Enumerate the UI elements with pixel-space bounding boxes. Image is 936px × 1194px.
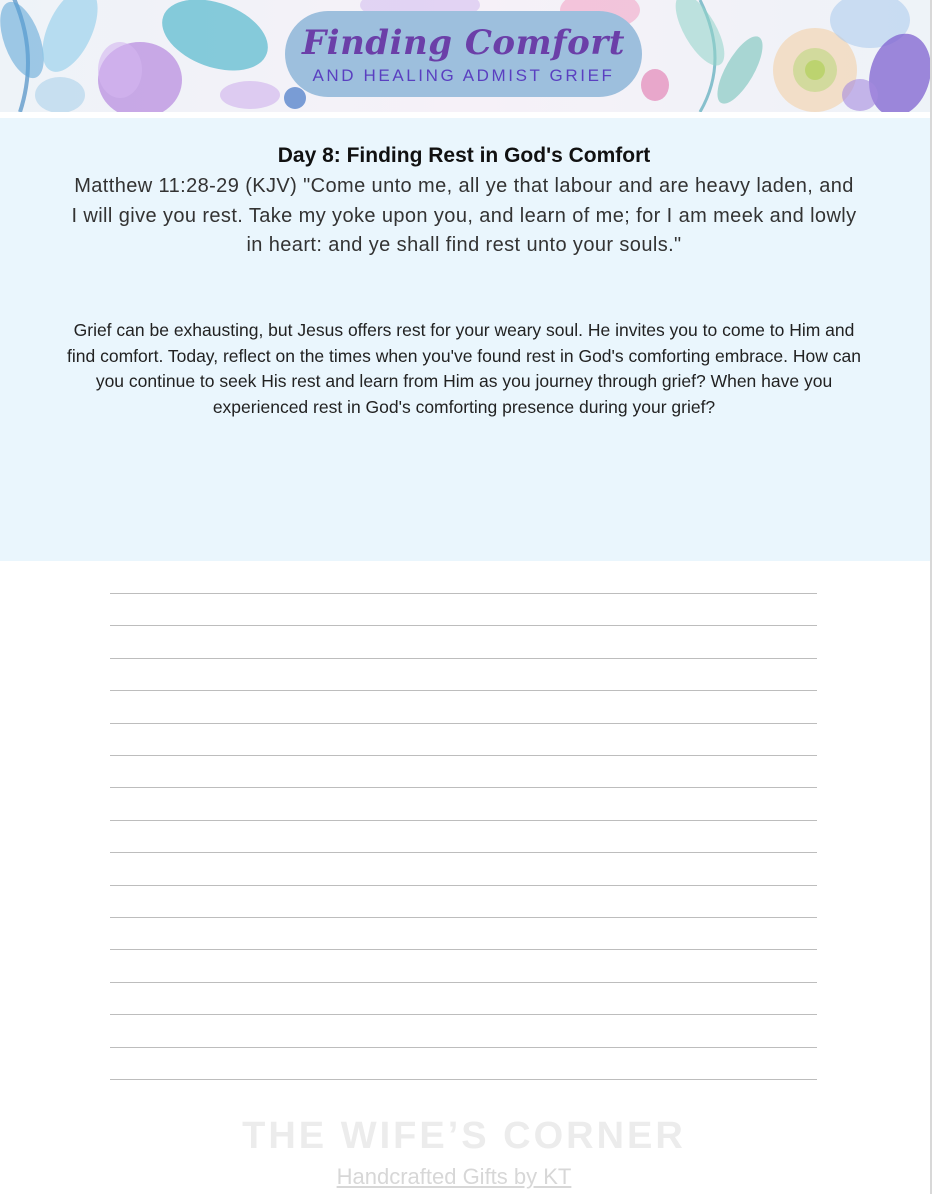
brand-link[interactable]: Handcrafted Gifts by KT — [336, 1164, 572, 1189]
prompt-panel — [0, 118, 930, 561]
writing-line — [110, 755, 817, 756]
writing-line — [110, 1014, 817, 1015]
writing-line — [110, 820, 817, 821]
writing-line — [110, 1079, 817, 1080]
writing-line — [110, 885, 817, 886]
day-title: Day 8: Finding Rest in God's Comfort — [277, 144, 651, 167]
writing-line — [110, 1047, 817, 1048]
writing-line — [110, 982, 817, 983]
writing-line — [110, 949, 817, 950]
writing-line — [110, 593, 817, 594]
writing-line — [110, 852, 817, 853]
writing-line — [110, 658, 817, 659]
writing-line — [110, 787, 817, 788]
journal-title: Finding Comfort — [302, 23, 625, 63]
writing-line — [110, 690, 817, 691]
journal-subtitle: AND HEALING ADMIST GRIEF — [312, 66, 615, 85]
reflection-prompt: Grief can be exhausting, but Jesus offers rest for your weary soul. He invites you to come to Him and find comfort. Today, reflect on the times when you've found rest in God's comforting embrace. How can you continue to seek His rest and learn from Him as you journey through grief? When have you experienced rest in God's comforting presence during your grief? — [67, 320, 861, 417]
writing-line — [110, 917, 817, 918]
title-badge — [285, 11, 642, 97]
writing-line — [110, 625, 817, 626]
page-edge — [930, 0, 932, 1194]
writing-line — [110, 723, 817, 724]
brand-watermark: THE WIFE’S CORNER — [242, 1115, 686, 1157]
scripture-verse: Matthew 11:28-29 (KJV) "Come unto me, all ye that labour and are heavy laden, and I will give you rest. Take my yoke upon you, and learn of me; for I am meek and lowly in heart: and ye shall find rest unto your souls." — [71, 175, 857, 256]
header-banner — [0, 0, 930, 112]
